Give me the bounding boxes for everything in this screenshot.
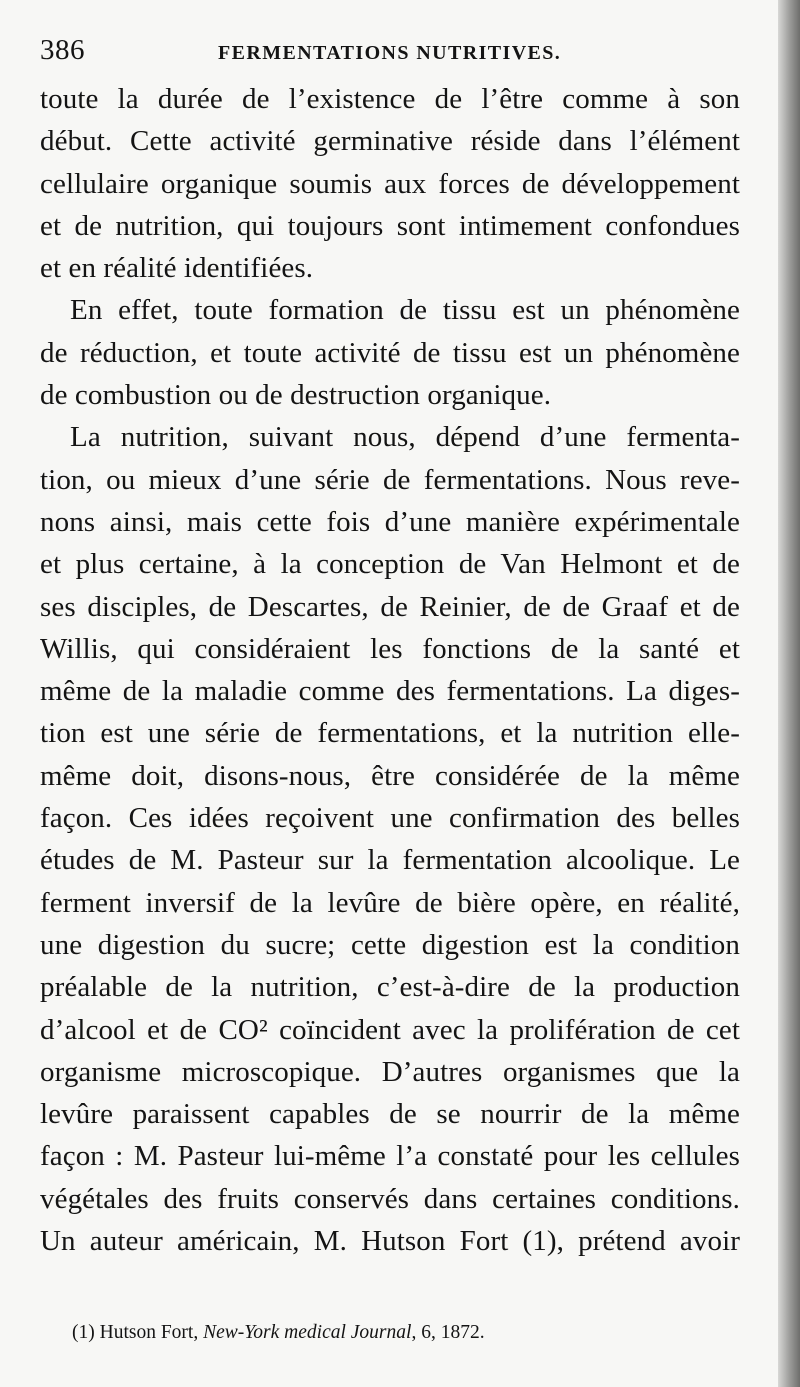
text-line: tion, ou mieux d’une série de fermentations. Nous reve- — [40, 463, 740, 496]
text-line: façon. Ces idées reçoivent une confirmation des belles — [40, 802, 740, 835]
page-number: 386 — [40, 34, 85, 66]
text-line: La nutrition, suivant nous, dépend d’une fermenta- — [70, 421, 740, 454]
text-line: Willis, qui considéraient les fonctions de la santé et — [40, 632, 740, 665]
text-line: levûre paraissent capables de se nourrir de la même — [40, 1098, 740, 1131]
text-line: cellulaire organique soumis aux forces de développement — [40, 167, 740, 200]
text-line: En effet, toute formation de tissu est un phénomène — [70, 294, 740, 327]
text-line: d’alcool et de CO² coïncident avec la prolifération de cet — [40, 1013, 740, 1046]
text-line: même de la maladie comme des fermentations. La diges- — [40, 675, 740, 708]
text-line: façon : M. Pasteur lui-même l’a constaté pour les cellules — [40, 1140, 740, 1173]
text-line: une digestion du sucre; cette digestion est la condition — [40, 928, 740, 961]
text-line: nons ainsi, mais cette fois d’une manière expérimentale — [40, 505, 740, 538]
text-line: Un auteur américain, M. Hutson Fort (1), prétend avoir — [40, 1225, 740, 1258]
text-line: et plus certaine, à la conception de Van Helmont et de — [40, 548, 740, 581]
text-line: même doit, disons-nous, être considérée de la même — [40, 759, 740, 792]
text-line: organisme microscopique. D’autres organismes que la — [40, 1055, 740, 1088]
text-line: tion est une série de fermentations, et la nutrition elle- — [40, 717, 740, 750]
body-text — [40, 78, 740, 1262]
footnote — [72, 1322, 485, 1344]
text-line: et en réalité identifiées. — [40, 252, 314, 285]
text-line: de combustion ou de destruction organique. — [40, 379, 552, 412]
text-line: et de nutrition, qui toujours sont intimement confondues — [40, 209, 740, 242]
text-line: de réduction, et toute activité de tissu est un phénomène — [40, 336, 740, 369]
text-line: début. Cette activité germinative réside dans l’élément — [40, 125, 740, 158]
running-head — [40, 28, 740, 72]
text-line: végétales des fruits conservés dans certaines conditions. — [40, 1182, 740, 1215]
text-line: ses disciples, de Descartes, de Reinier, de de Graaf et de — [40, 590, 740, 623]
text-line: études de M. Pasteur sur la fermentation alcoolique. Le — [40, 844, 740, 877]
page-edge-shadow — [778, 0, 800, 1387]
footnote-details: , 6, 1872. — [411, 1322, 485, 1343]
footnote-journal-title: New-York medical Journal — [203, 1322, 412, 1343]
footnote-citation: (1) Hutson Fort, — [72, 1322, 204, 1343]
text-line: toute la durée de l’existence de l’être comme à son — [40, 83, 740, 115]
running-title: FERMENTATIONS NUTRITIVES. — [218, 42, 562, 64]
text-line: ferment inversif de la levûre de bière opère, en réalité, — [40, 886, 740, 919]
text-line: préalable de la nutrition, c’est-à-dire de la production — [40, 971, 740, 1004]
